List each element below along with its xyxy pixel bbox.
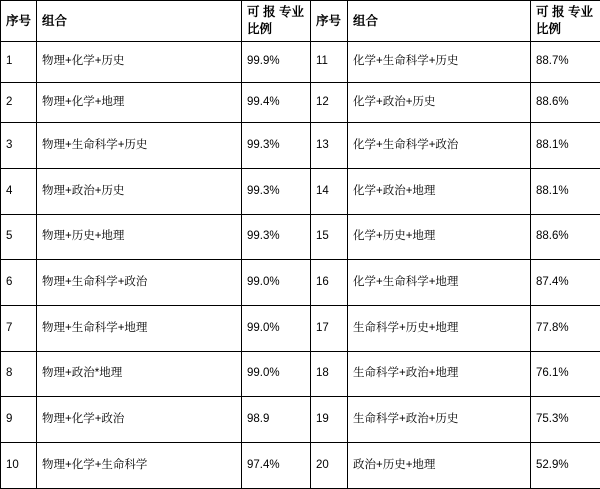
table-row: [1, 123, 600, 169]
column-header-seq-left: 序号: [1, 1, 37, 42]
cell-seq-left: 1: [1, 42, 37, 83]
cell-combo-left: 物理+生命科学+地理: [37, 306, 242, 352]
cell-combo-left: 物理+化学+政治: [37, 397, 242, 443]
column-header-seq-right: 序号: [311, 1, 348, 42]
cell-ratio-right: 88.6%: [531, 82, 600, 123]
column-header-combo-left: 组合: [37, 1, 242, 42]
cell-seq-left: 6: [1, 260, 37, 306]
table-body: [1, 42, 600, 489]
cell-combo-right: 生命科学+政治+地理: [348, 351, 531, 397]
cell-combo-right: 化学+生命科学+历史: [348, 42, 531, 83]
cell-combo-right: 化学+政治+历史: [348, 82, 531, 123]
cell-ratio-right: 52.9%: [531, 443, 600, 489]
cell-seq-left: 10: [1, 443, 37, 489]
column-header-ratio-right: 可 报 专业比例: [531, 1, 600, 42]
table-row: [1, 306, 600, 352]
cell-seq-right: 16: [311, 260, 348, 306]
cell-combo-left: 物理+生命科学+历史: [37, 123, 242, 169]
cell-ratio-right: 88.6%: [531, 214, 600, 260]
cell-ratio-left: 99.0%: [242, 351, 311, 397]
table-row: [1, 214, 600, 260]
cell-ratio-right: 88.1%: [531, 123, 600, 169]
cell-combo-right: 生命科学+政治+历史: [348, 397, 531, 443]
column-header-combo-right: 组合: [348, 1, 531, 42]
cell-ratio-left: 97.4%: [242, 443, 311, 489]
cell-seq-right: 20: [311, 443, 348, 489]
cell-combo-left: 物理+历史+地理: [37, 214, 242, 260]
cell-ratio-right: 77.8%: [531, 306, 600, 352]
cell-combo-left: 物理+化学+生命科学: [37, 443, 242, 489]
cell-seq-right: 18: [311, 351, 348, 397]
table-row: [1, 82, 600, 123]
cell-seq-right: 19: [311, 397, 348, 443]
cell-ratio-right: 87.4%: [531, 260, 600, 306]
cell-combo-right: 化学+历史+地理: [348, 214, 531, 260]
cell-seq-left: 4: [1, 168, 37, 214]
cell-seq-left: 5: [1, 214, 37, 260]
cell-combo-right: 化学+生命科学+政治: [348, 123, 531, 169]
cell-ratio-left: 99.3%: [242, 123, 311, 169]
table-header-row: [1, 1, 600, 42]
cell-combo-left: 物理+政治*地理: [37, 351, 242, 397]
cell-ratio-left: 99.3%: [242, 214, 311, 260]
table-row: [1, 397, 600, 443]
cell-seq-right: 17: [311, 306, 348, 352]
cell-ratio-right: 76.1%: [531, 351, 600, 397]
cell-combo-left: 物理+生命科学+政治: [37, 260, 242, 306]
cell-seq-right: 12: [311, 82, 348, 123]
cell-ratio-right: 88.7%: [531, 42, 600, 83]
cell-combo-right: 化学+政治+地理: [348, 168, 531, 214]
cell-combo-left: 物理+化学+地理: [37, 82, 242, 123]
cell-seq-right: 11: [311, 42, 348, 83]
cell-ratio-right: 88.1%: [531, 168, 600, 214]
cell-ratio-left: 99.4%: [242, 82, 311, 123]
cell-seq-left: 7: [1, 306, 37, 352]
table-row: [1, 168, 600, 214]
cell-combo-left: 物理+化学+历史: [37, 42, 242, 83]
cell-ratio-left: 98.9: [242, 397, 311, 443]
column-header-ratio-left: 可 报 专业比例: [242, 1, 311, 42]
cell-seq-left: 8: [1, 351, 37, 397]
cell-seq-left: 9: [1, 397, 37, 443]
cell-seq-right: 15: [311, 214, 348, 260]
table-row: [1, 351, 600, 397]
cell-combo-right: 政治+历史+地理: [348, 443, 531, 489]
cell-ratio-left: 99.3%: [242, 168, 311, 214]
table-row: [1, 42, 600, 83]
cell-ratio-right: 75.3%: [531, 397, 600, 443]
cell-ratio-left: 99.0%: [242, 260, 311, 306]
cell-combo-right: 生命科学+历史+地理: [348, 306, 531, 352]
cell-combo-left: 物理+政治+历史: [37, 168, 242, 214]
cell-ratio-left: 99.9%: [242, 42, 311, 83]
cell-seq-left: 3: [1, 123, 37, 169]
cell-combo-right: 化学+生命科学+地理: [348, 260, 531, 306]
table-row: [1, 260, 600, 306]
cell-seq-left: 2: [1, 82, 37, 123]
cell-seq-right: 14: [311, 168, 348, 214]
cell-ratio-left: 99.0%: [242, 306, 311, 352]
cell-seq-right: 13: [311, 123, 348, 169]
table-row: [1, 443, 600, 489]
